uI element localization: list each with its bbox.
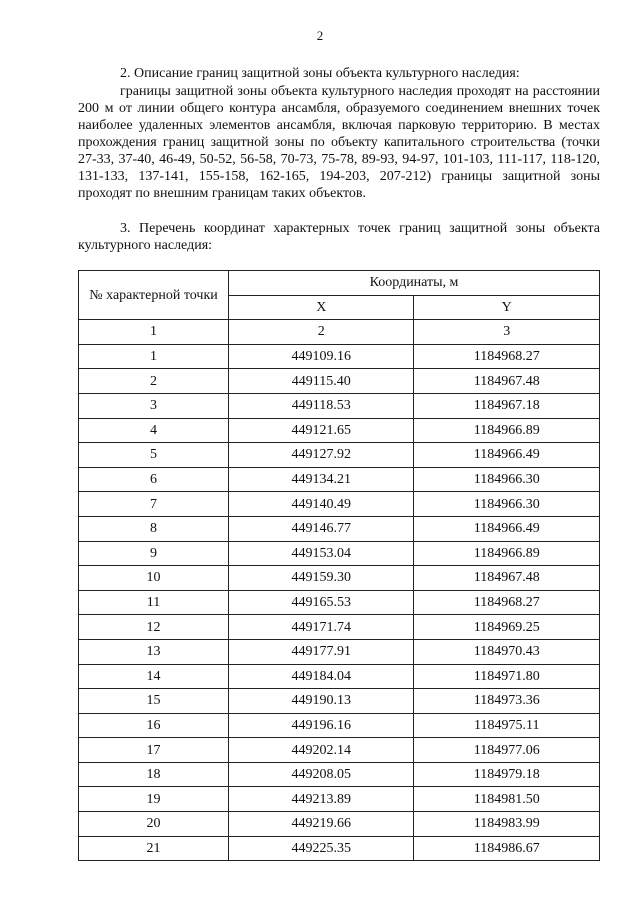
y-coordinate-cell: 1184969.25 bbox=[414, 615, 600, 640]
point-number-cell: 4 bbox=[79, 418, 229, 443]
y-coordinate-cell: 1184971.80 bbox=[414, 664, 600, 689]
column-number: 1 bbox=[79, 320, 229, 345]
table-row bbox=[79, 615, 600, 640]
x-coordinate-cell: 449190.13 bbox=[229, 689, 414, 714]
y-coordinate-cell: 1184967.48 bbox=[414, 566, 600, 591]
table-row bbox=[79, 418, 600, 443]
point-number-cell: 18 bbox=[79, 762, 229, 787]
table-row bbox=[79, 590, 600, 615]
column-number: 2 bbox=[229, 320, 414, 345]
table-row bbox=[79, 516, 600, 541]
x-coordinate-cell: 449109.16 bbox=[229, 344, 414, 369]
point-number-cell: 13 bbox=[79, 639, 229, 664]
x-coordinate-cell: 449196.16 bbox=[229, 713, 414, 738]
x-coordinate-cell: 449208.05 bbox=[229, 762, 414, 787]
x-coordinate-cell: 449202.14 bbox=[229, 738, 414, 763]
y-coordinate-cell: 1184970.43 bbox=[414, 639, 600, 664]
table-row bbox=[79, 467, 600, 492]
x-coordinate-cell: 449159.30 bbox=[229, 566, 414, 591]
y-coordinate-cell: 1184979.18 bbox=[414, 762, 600, 787]
table-row bbox=[79, 787, 600, 812]
point-number-cell: 9 bbox=[79, 541, 229, 566]
point-number-cell: 11 bbox=[79, 590, 229, 615]
point-number-cell: 21 bbox=[79, 836, 229, 861]
x-coordinate-cell: 449118.53 bbox=[229, 393, 414, 418]
y-coordinate-cell: 1184977.06 bbox=[414, 738, 600, 763]
column-number: 3 bbox=[414, 320, 600, 345]
table-row bbox=[79, 812, 600, 837]
table-row bbox=[79, 738, 600, 763]
point-number-cell: 8 bbox=[79, 516, 229, 541]
x-coordinate-cell: 449121.65 bbox=[229, 418, 414, 443]
x-coordinate-cell: 449115.40 bbox=[229, 369, 414, 394]
x-coordinate-cell: 449184.04 bbox=[229, 664, 414, 689]
y-header: Y bbox=[414, 295, 600, 320]
table-body bbox=[79, 344, 600, 860]
point-number-cell: 19 bbox=[79, 787, 229, 812]
section-3-heading: 3. Перечень координат характерных точек границ защитной зоны объекта культурного наследия: bbox=[78, 221, 600, 253]
table-row bbox=[79, 541, 600, 566]
point-number-cell: 15 bbox=[79, 689, 229, 714]
y-coordinate-cell: 1184966.89 bbox=[414, 541, 600, 566]
table-row bbox=[79, 443, 600, 468]
point-number-cell: 6 bbox=[79, 467, 229, 492]
point-number-header: № характерной точки bbox=[79, 271, 229, 320]
y-coordinate-cell: 1184966.49 bbox=[414, 516, 600, 541]
point-number-cell: 10 bbox=[79, 566, 229, 591]
x-coordinate-cell: 449146.77 bbox=[229, 516, 414, 541]
point-number-cell: 5 bbox=[79, 443, 229, 468]
y-coordinate-cell: 1184981.50 bbox=[414, 787, 600, 812]
x-coordinate-cell: 449127.92 bbox=[229, 443, 414, 468]
y-coordinate-cell: 1184975.11 bbox=[414, 713, 600, 738]
table-row bbox=[79, 664, 600, 689]
y-coordinate-cell: 1184967.48 bbox=[414, 369, 600, 394]
point-number-cell: 14 bbox=[79, 664, 229, 689]
x-coordinate-cell: 449213.89 bbox=[229, 787, 414, 812]
table-header-row bbox=[79, 271, 600, 296]
table-row bbox=[79, 369, 600, 394]
table-row bbox=[79, 762, 600, 787]
point-number-cell: 1 bbox=[79, 344, 229, 369]
table-row bbox=[79, 344, 600, 369]
y-coordinate-cell: 1184968.27 bbox=[414, 590, 600, 615]
section-2-body: границы защитной зоны объекта культурного наследия проходят на расстоянии 200 м от линии общего контура ансамбля, образуемого соединением внешних точек наиболее удаленных элементов ансамбля, включая парковую территорию. В местах прохождения границ защитной зоны по объекту капитального строительства (точки 27-33, 37-40, 46-49, 50-52, 56-58, 70-73, 75-78, 89-93, 94-97, 101-103, 111-117, 118-120, 131-133, 137-141, 155-158, 162-165, 194-203, 207-212) границы защитной зоны проходят по внешним границам таких объектов. bbox=[78, 84, 600, 201]
table-row bbox=[79, 689, 600, 714]
table-row bbox=[79, 566, 600, 591]
x-coordinate-cell: 449134.21 bbox=[229, 467, 414, 492]
y-coordinate-cell: 1184966.30 bbox=[414, 467, 600, 492]
point-number-cell: 20 bbox=[79, 812, 229, 837]
y-coordinate-cell: 1184968.27 bbox=[414, 344, 600, 369]
table-row bbox=[79, 393, 600, 418]
section-2-heading: 2. Описание границ защитной зоны объекта культурного наследия: bbox=[120, 66, 520, 81]
table-row bbox=[79, 836, 600, 861]
point-number-cell: 12 bbox=[79, 615, 229, 640]
coordinates-header: Координаты, м bbox=[229, 271, 600, 296]
y-coordinate-cell: 1184966.30 bbox=[414, 492, 600, 517]
y-coordinate-cell: 1184983.99 bbox=[414, 812, 600, 837]
x-coordinate-cell: 449165.53 bbox=[229, 590, 414, 615]
x-coordinate-cell: 449171.74 bbox=[229, 615, 414, 640]
y-coordinate-cell: 1184966.89 bbox=[414, 418, 600, 443]
x-coordinate-cell: 449177.91 bbox=[229, 639, 414, 664]
x-coordinate-cell: 449153.04 bbox=[229, 541, 414, 566]
table-row bbox=[79, 492, 600, 517]
y-coordinate-cell: 1184973.36 bbox=[414, 689, 600, 714]
y-coordinate-cell: 1184966.49 bbox=[414, 443, 600, 468]
table-row bbox=[79, 639, 600, 664]
page-number: 2 bbox=[316, 28, 324, 43]
point-number-cell: 3 bbox=[79, 393, 229, 418]
point-number-cell: 16 bbox=[79, 713, 229, 738]
x-header: X bbox=[229, 295, 414, 320]
x-coordinate-cell: 449140.49 bbox=[229, 492, 414, 517]
x-coordinate-cell: 449225.35 bbox=[229, 836, 414, 861]
point-number-cell: 17 bbox=[79, 738, 229, 763]
coordinates-table bbox=[78, 270, 600, 861]
x-coordinate-cell: 449219.66 bbox=[229, 812, 414, 837]
y-coordinate-cell: 1184986.67 bbox=[414, 836, 600, 861]
y-coordinate-cell: 1184967.18 bbox=[414, 393, 600, 418]
table-row bbox=[79, 713, 600, 738]
point-number-cell: 7 bbox=[79, 492, 229, 517]
point-number-cell: 2 bbox=[79, 369, 229, 394]
table-header bbox=[79, 271, 600, 345]
column-number-row bbox=[79, 320, 600, 345]
